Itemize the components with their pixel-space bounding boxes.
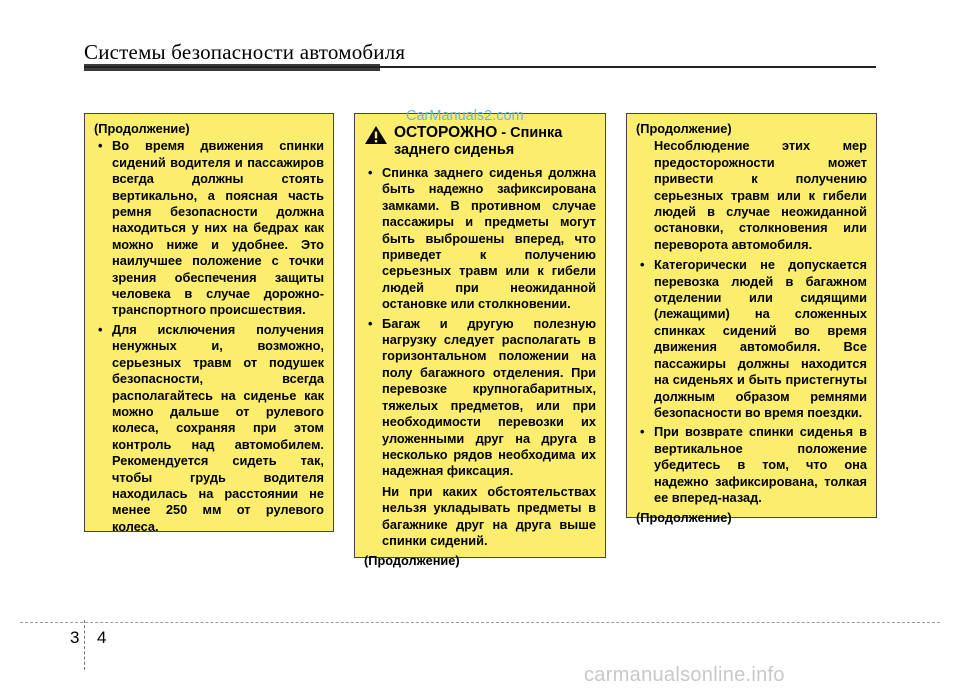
list-item: • Для исключения получения ненужных и, возможно, серьезных травм от подушек безопасности, всегда располагайтесь на сиденье как можно дальше от рулевого колеса, сохраняя при этом контроль над автомобилем. Рекомендуется сидеть так, чтобы грудь водителя находилась на расстоянии не менее 250 мм от рулевого колеса. — [94, 322, 324, 535]
bullet-list — [636, 257, 867, 506]
sub-paragraph: Ни при каких обстоятельствах нельзя укладывать предметы в багажнике друг на друга выше спинки сидений. — [382, 483, 596, 548]
warning-title — [394, 124, 596, 159]
continued-label: (Продолжение) — [636, 121, 732, 136]
continued-footer: (Продолжение) — [636, 510, 732, 526]
list-item: • Категорически не допускается перевозка людей в багажном отделении или сидящими (лежащими) на сложенных спинках сидений во время движения автомобиля. Все пассажиры должны находится на сиденьях и быть пристегнуты должным образом ремнями безопасности во время поездки. — [636, 257, 867, 421]
header-rule — [84, 66, 876, 68]
warning-word: ОСТОРОЖНО — [394, 124, 498, 141]
warning-heading — [364, 124, 596, 159]
lead-paragraph: Несоблюдение этих мер предосторожности может привести к получению серьезных травм или к гибели людей в случае неожиданной остановки, столкновения или переворота автомобиля. — [654, 138, 867, 252]
warning-box-center — [354, 113, 606, 569]
page-number — [70, 628, 106, 648]
section-title: Системы безопасности автомобиля — [84, 40, 406, 64]
list-item: • Спинка заднего сиденья должна быть надежно зафиксирована замками. В противном случае пассажиры и предметы могут быть выброшены вперед, что приведет к получению серьезных травм или к гибели людей при неожиданной остановке или столкновении. — [364, 165, 596, 313]
bullet-list — [364, 165, 596, 480]
continued-label: (Продолжение) — [94, 121, 190, 136]
info-box-right — [626, 113, 877, 526]
list-item: • Багаж и другую полезную нагрузку следует располагать в горизонтальном положении на полу багажного отделения. При перевозке крупногабаритных, тяжелых предметов, или при необходимости перевозки их уложенными друг на друга в несколько рядов необходима их надежная фиксация. — [364, 316, 596, 480]
watermark-top: CarManuals2.com — [406, 108, 524, 124]
continued-footer: (Продолжение) — [364, 553, 460, 569]
list-item: • Во время движения спинки сидений водителя и пассажиров всегда должны стоять вертикально, а поясная часть ремня безопасности должна находиться у них на бедрах как можно ниже и удобнее. Это наилучшее положение с точки зрения обеспечения защиты человека в случае дорожно-транспортного происшествия. — [94, 138, 324, 318]
warning-triangle-icon — [364, 125, 388, 145]
list-item: • При возврате спинки сиденья в вертикальное положение убедитесь в том, что она надежно зафиксирована, толкая ее вперед-назад. — [636, 424, 867, 506]
page-number-page: 4 — [96, 628, 107, 647]
footer-dashed-rule — [20, 622, 940, 623]
page-number-chapter: 3 — [70, 628, 80, 647]
bullet-list — [94, 138, 324, 535]
info-box-left — [84, 113, 334, 532]
watermark-bottom: carmanualsonline.info — [584, 664, 785, 686]
warning-subject: - Спинка заднего сиденья — [394, 125, 563, 158]
